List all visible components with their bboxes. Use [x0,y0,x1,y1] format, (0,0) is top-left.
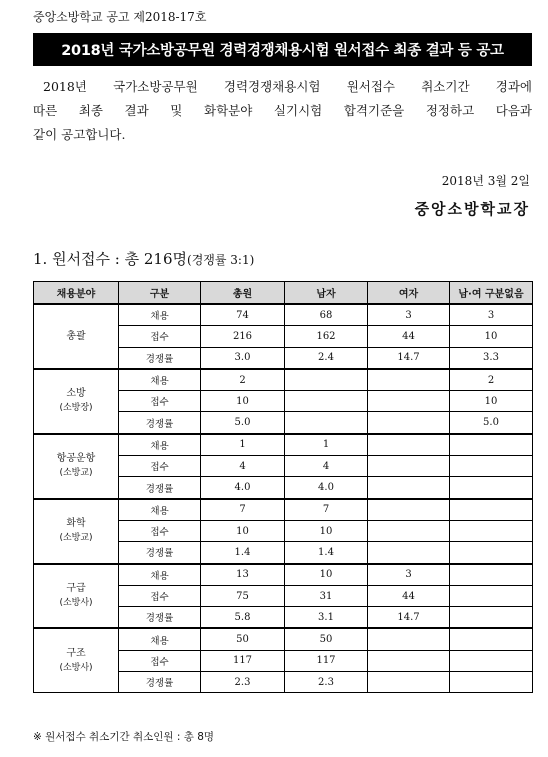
category-rank: (소방사) [59,598,93,608]
row-label: 경쟁률 [119,607,201,629]
table-group [34,434,533,499]
total-cell: 4.0 [201,477,285,499]
total-cell: 7 [201,499,285,521]
notice-body-end [33,123,532,147]
total-cell: 50 [201,628,285,650]
table-row [34,304,533,326]
total-cell: 13 [201,564,285,586]
issuer-signature: 중앙소방학교장 [414,200,530,218]
row-label: 채용 [119,628,201,650]
male-cell: 1.4 [285,542,368,564]
any-gender-cell: 3 [450,304,533,326]
any-gender-cell [450,672,533,693]
female-cell [368,499,450,521]
category-name: 항공운항 [56,453,96,465]
header-cell: 채용분야 [34,282,119,305]
row-label: 접수 [119,520,201,541]
female-cell [368,520,450,541]
row-label: 채용 [119,304,201,326]
total-cell: 5.8 [201,607,285,629]
section-title: 1. 원서접수 : 총 216명 [33,250,188,268]
total-cell: 1 [201,434,285,456]
category-name: 구조 [66,647,86,659]
total-cell: 2.3 [201,672,285,693]
male-cell: 10 [285,564,368,586]
category-name: 총괄 [66,330,86,342]
any-gender-cell [450,607,533,629]
body-line-1: 2018년 국가소방공무원 경력경쟁채용시험 원서접수 취소기간 경과에 [43,79,532,94]
any-gender-cell: 2 [450,369,533,391]
row-label: 채용 [119,499,201,521]
total-cell: 4 [201,456,285,477]
female-cell: 3 [368,564,450,586]
table-row [34,434,533,456]
category-rank: (소방장) [59,403,93,414]
category-rank: (소방사) [59,662,93,673]
any-gender-cell: 5.0 [450,412,533,434]
female-cell [368,369,450,391]
table-group [34,304,533,369]
total-cell: 2 [201,369,285,391]
notice-date: 2018년 3월 2일 [441,174,530,188]
row-label: 접수 [119,391,201,412]
male-cell: 50 [285,628,368,650]
table-row [34,499,533,521]
header-cell: 구분 [119,282,201,305]
header-cell: 남·여 구분없음 [450,282,533,305]
table-row [34,628,533,650]
row-label: 채용 [119,564,201,586]
category-rank: (소방교) [59,468,93,479]
notice-number: 중앙소방학교 공고 제2018-17호 [33,10,207,24]
body-line-3: 같이 공고합니다. [33,127,126,142]
row-label: 채용 [119,434,201,456]
female-cell [368,477,450,499]
any-gender-cell [450,520,533,541]
male-cell: 162 [285,326,368,347]
row-label: 경쟁률 [119,672,201,693]
any-gender-cell [450,542,533,564]
table-row [34,564,533,586]
female-cell [368,542,450,564]
female-cell: 44 [368,585,450,606]
male-cell: 7 [285,499,368,521]
table-group [34,564,533,629]
total-cell: 10 [201,520,285,541]
any-gender-cell [450,477,533,499]
table-header-row [34,282,533,305]
any-gender-cell [450,499,533,521]
any-gender-cell [450,456,533,477]
application-results-table [33,281,533,693]
total-cell: 75 [201,585,285,606]
male-cell [285,412,368,434]
category-name: 소방 [66,388,86,400]
row-label: 경쟁률 [119,412,201,434]
female-cell: 14.7 [368,347,450,369]
female-cell [368,391,450,412]
male-cell: 68 [285,304,368,326]
category-cell [34,369,119,434]
male-cell: 10 [285,520,368,541]
header-cell: 총원 [201,282,285,305]
notice-title: 2018년 국가소방공무원 경력경쟁채용시험 원서접수 최종 결과 등 공고 [61,43,504,59]
any-gender-cell [450,434,533,456]
category-cell [34,434,119,499]
table-group [34,499,533,564]
category-cell [34,304,119,369]
female-cell [368,628,450,650]
category-name: 구급 [66,583,86,594]
any-gender-cell: 3.3 [450,347,533,369]
total-cell: 117 [201,650,285,671]
male-cell [285,391,368,412]
header-cell: 남자 [285,282,368,305]
male-cell: 117 [285,650,368,671]
female-cell: 44 [368,326,450,347]
female-cell: 14.7 [368,607,450,629]
row-label: 경쟁률 [119,477,201,499]
row-label: 접수 [119,456,201,477]
male-cell [285,369,368,391]
category-cell [34,564,119,629]
any-gender-cell [450,585,533,606]
female-cell [368,412,450,434]
row-label: 경쟁률 [119,347,201,369]
row-label: 접수 [119,650,201,671]
male-cell: 4 [285,456,368,477]
body-line-2: 따른 최종 결과 및 화학분야 실기시험 합격기준을 정정하고 다음과 [33,103,532,118]
male-cell: 2.4 [285,347,368,369]
total-cell: 216 [201,326,285,347]
section-ratio: (경쟁률 3:1) [187,253,255,267]
total-cell: 1.4 [201,542,285,564]
male-cell: 4.0 [285,477,368,499]
any-gender-cell [450,650,533,671]
category-rank: (소방교) [59,533,93,544]
female-cell [368,672,450,693]
total-cell: 3.0 [201,347,285,369]
total-cell: 5.0 [201,412,285,434]
row-label: 접수 [119,585,201,606]
female-cell [368,650,450,671]
male-cell: 31 [285,585,368,606]
table-row [34,369,533,391]
header-cell: 여자 [368,282,450,305]
total-cell: 10 [201,391,285,412]
notice-body [33,75,532,123]
row-label: 접수 [119,326,201,347]
category-name: 화학 [66,518,86,530]
male-cell: 3.1 [285,607,368,629]
footnote: ※ 원서접수 취소기간 취소인원 : 총 8명 [33,731,215,743]
male-cell: 2.3 [285,672,368,693]
female-cell [368,434,450,456]
any-gender-cell: 10 [450,326,533,347]
female-cell [368,456,450,477]
row-label: 채용 [119,369,201,391]
any-gender-cell [450,564,533,586]
total-cell: 74 [201,304,285,326]
male-cell: 1 [285,434,368,456]
section-heading [33,248,254,269]
row-label: 경쟁률 [119,542,201,564]
table-group [34,628,533,692]
category-cell [34,628,119,692]
category-cell [34,499,119,564]
any-gender-cell: 10 [450,391,533,412]
any-gender-cell [450,628,533,650]
table-group [34,369,533,434]
female-cell: 3 [368,304,450,326]
notice-title-banner [33,33,532,66]
